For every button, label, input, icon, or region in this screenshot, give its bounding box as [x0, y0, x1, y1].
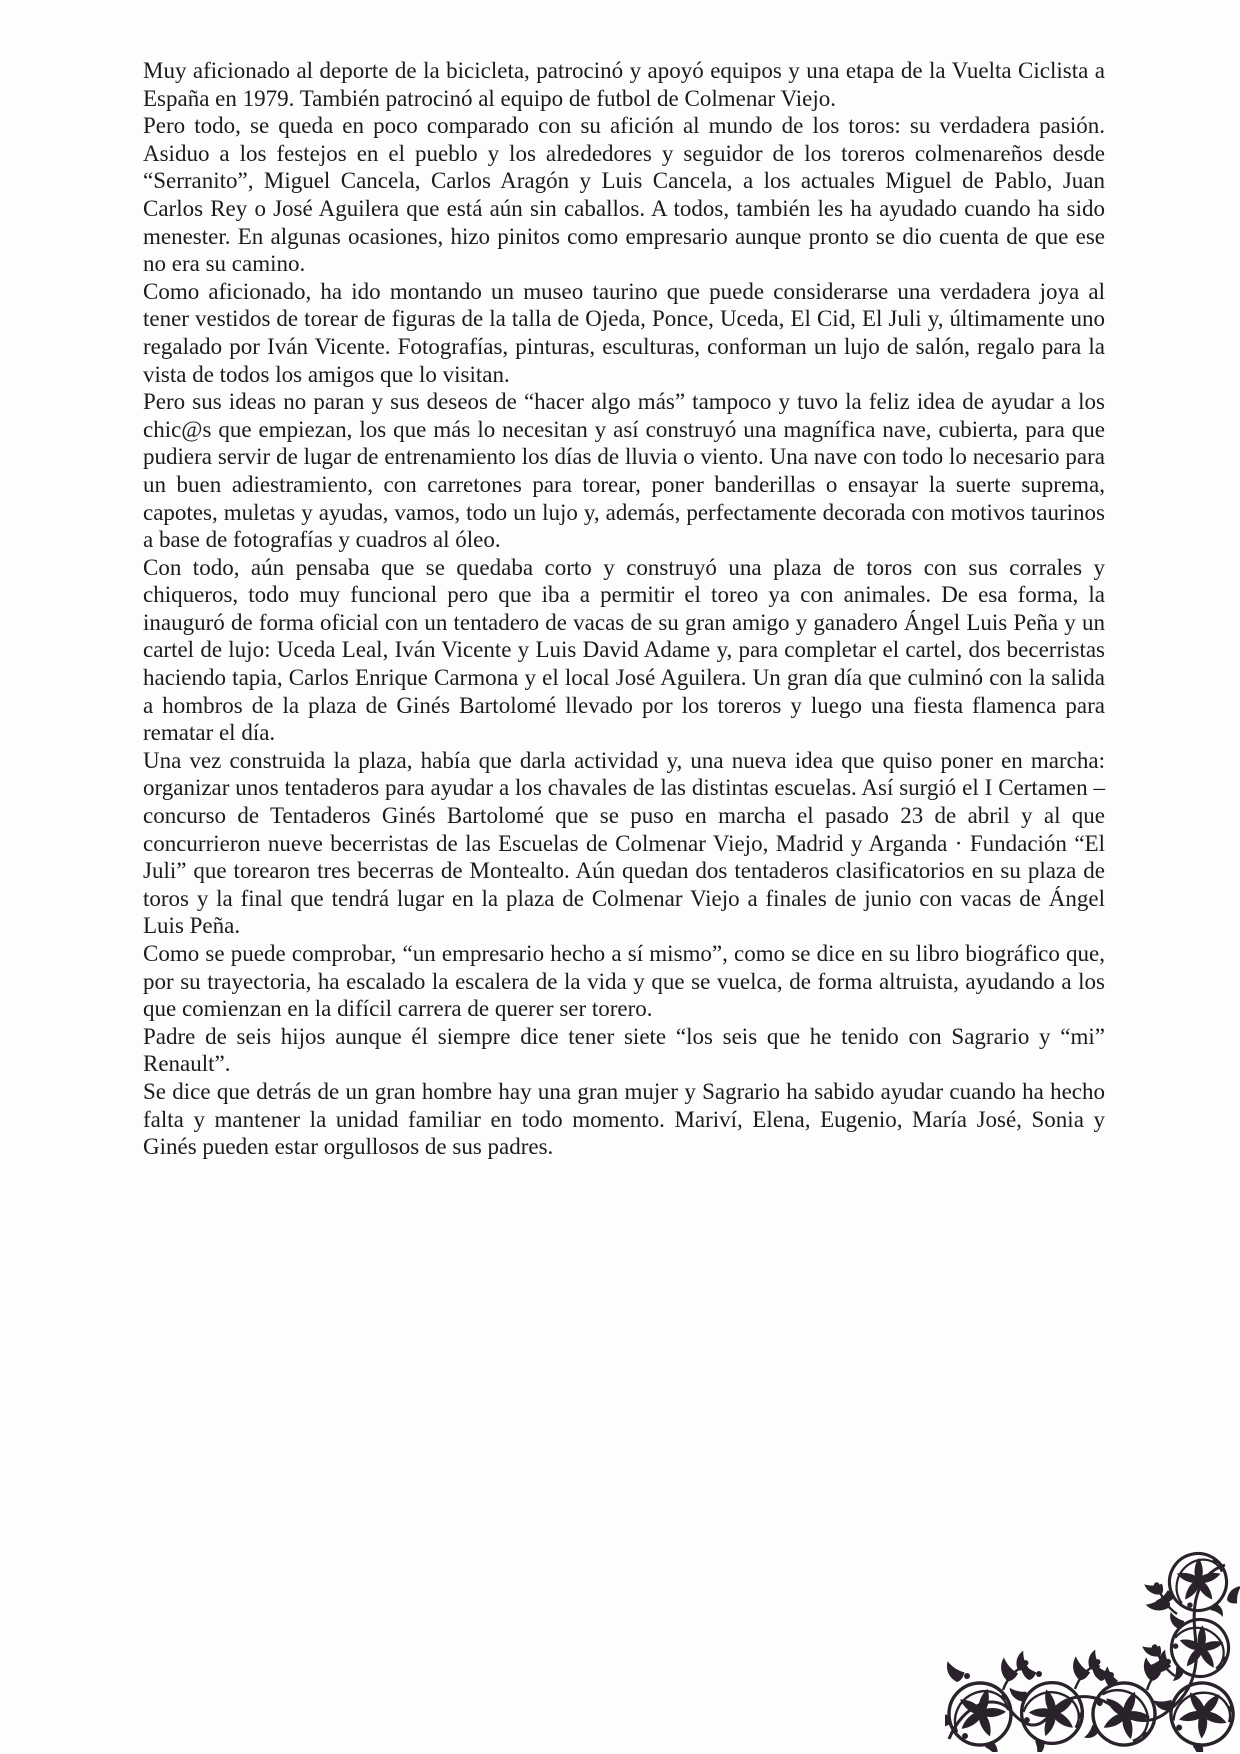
- paragraph-empresario: Como se puede comprobar, “un empresario hecho a sí mismo”, como se dice en su libro biográfico que, por su trayectoria, ha escalado la escalera de la vida y que se vuelca, de forma altruista, ayudando a los que comienzan en la difícil carrera de querer ser torero.: [143, 941, 1105, 1022]
- ornament-art: [945, 1546, 1240, 1752]
- paragraph-plaza-de-toros: Con todo, aún pensaba que se quedaba corto y construyó una plaza de toros con sus corrales y chiqueros, todo muy funcional pero que iba a permitir el toreo ya con animales. De esa forma, la inauguró de forma oficial con un tentadero de vacas de su gran amigo y ganadero Ángel Luis Peña y un cartel de lujo: Uceda Leal, Iván Vicente y Luis David Adame y, para completar el cartel, dos becerristas haciendo tapia, Carlos Enrique Carmona y el local José Aguilera. Un gran día que culminó con la salida a hombros de la plaza de Ginés Bartolomé llevado por los toreros y luego una fiesta flamenca para rematar el día.: [143, 554, 1105, 746]
- paragraph-padre-seis-hijos: Padre de seis hijos aunque él siempre dice tener siete “los seis que he tenido con Sagrario y “mi” Renault”.: [143, 1023, 1105, 1077]
- paragraph-nave-cubierta: Pero sus ideas no paran y sus deseos de “hacer algo más” tampoco y tuvo la feliz idea de ayudar a los chic@s que empiezan, los que más lo necesitan y así construyó una magnífica nave, cubierta, para que pudiera servir de lugar de entrenamiento los días de lluvia o viento. Una nave con todo lo necesario para un buen adiestramiento, con carretones para torear, poner banderillas o ensayar la suerte suprema, capotes, muletas y ayudas, vamos, todo un lujo y, además, perfectamente decorada con motivos taurinos a base de fotografías y cuadros al óleo.: [143, 389, 1105, 553]
- paragraph-familia: Se dice que detrás de un gran hombre hay una gran mujer y Sagrario ha sabido ayudar cuando ha hecho falta y mantener la unidad familiar en todo momento. Mariví, Elena, Eugenio, María José, Sonia y Ginés pueden estar orgullosos de sus padres.: [143, 1078, 1105, 1160]
- floral-corner-ornament-icon: [945, 1542, 1240, 1752]
- body-text: [143, 57, 1105, 1161]
- paragraph-aficion-toros: Pero todo, se queda en poco comparado con su afición al mundo de los toros: su verdadera pasión. Asiduo a los festejos en el pueblo y los alrededores y seguidor de los toreros colmenareños desde “Serranito”, Miguel Cancela, Carlos Aragón y Luis Cancela, a los actuales Miguel de Pablo, Juan Carlos Rey o José Aguilera que está aún sin caballos. A todos, también les ha ayudado cuando ha sido menester. En algunas ocasiones, hizo pinitos como empresario aunque pronto se dio cuenta de que ese no era su camino.: [143, 113, 1105, 277]
- paragraph-certamen-tentaderos: Una vez construida la plaza, había que darla actividad y, una nueva idea que quiso poner en marcha: organizar unos tentaderos para ayudar a los chavales de las distintas escuelas. Así surgió el I Certamen – concurso de Tentaderos Ginés Bartolomé que se puso en marcha el pasado 23 de abril y al que concurrieron nueve becerristas de las Escuelas de Colmenar Viejo, Madrid y Arganda · Fundación “El Juli” que torearon tres becerras de Montealto. Aún quedan dos tentaderos clasificatorios en su plaza de toros y la final que tendrá lugar en la plaza de Colmenar Viejo a finales de junio con vacas de Ángel Luis Peña.: [143, 747, 1105, 939]
- paragraph-cycling: Muy aficionado al deporte de la bicicleta, patrocinó y apoyó equipos y una etapa de la Vuelta Ciclista a España en 1979. También patrocinó al equipo de futbol de Colmenar Viejo.: [143, 58, 1105, 111]
- paragraph-museo-taurino: Como aficionado, ha ido montando un museo taurino que puede considerarse una verdadera joya al tener vestidos de torear de figuras de la talla de Ojeda, Ponce, Uceda, El Cid, El Juli y, últimamente uno regalado por Iván Vicente. Fotografías, pinturas, esculturas, conforman un lujo de salón, regalo para la vista de todos los amigos que lo visitan.: [143, 278, 1105, 387]
